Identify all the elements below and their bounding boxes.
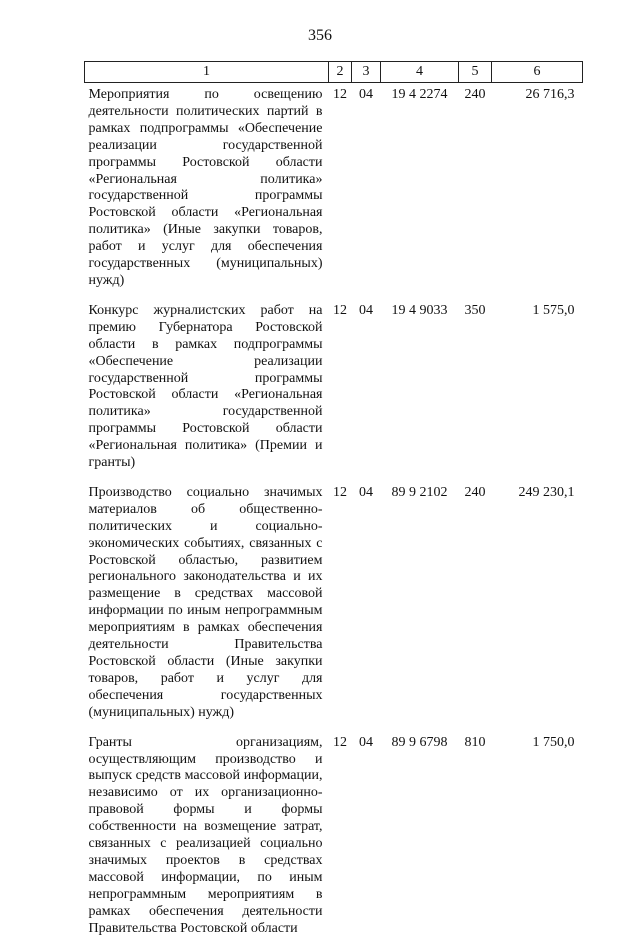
budget-table — [84, 61, 583, 947]
row-col2: 12 — [333, 734, 347, 750]
table-row — [85, 83, 583, 299]
row-col4: 89 9 6798 — [391, 734, 448, 750]
row-col3: 04 — [359, 87, 373, 102]
row-col4: 89 9 2102 — [391, 484, 448, 500]
row-col4: 19 4 2274 — [391, 87, 448, 102]
header-cell-2: 2 — [329, 62, 352, 83]
row-col2: 12 — [333, 87, 347, 102]
row-col5: 240 — [464, 87, 486, 102]
header-cell-3: 3 — [352, 62, 381, 83]
table-header — [85, 62, 583, 83]
row-amount: 249 230,1 — [518, 484, 575, 500]
row-amount: 1 750,0 — [532, 734, 575, 750]
row-col2: 12 — [333, 484, 347, 500]
row-col3: 04 — [359, 484, 373, 500]
row-amount: 26 716,3 — [525, 87, 575, 102]
header-cell-1: 1 — [85, 62, 329, 83]
row-amount: 1 575,0 — [532, 302, 575, 318]
header-row — [85, 62, 583, 83]
row-col5: 810 — [464, 734, 486, 750]
page-number: 356 — [308, 27, 332, 44]
row-col2: 12 — [333, 302, 347, 318]
table-row — [85, 299, 583, 481]
row-description: Гранты организациям, осуществляющим производство и выпуск средств массовой информации, независимо от их организационно-правовой формы и формы собственности на возмещение затрат, связанных с реализацией социально значимых проектов в средствах массовой информации, по иным непрограммным мероприятиям в рамках обеспечения деятельности Правительства Ростовской области — [88, 734, 323, 936]
row-col4: 19 4 9033 — [391, 302, 448, 318]
table-body — [85, 83, 583, 947]
header-cell-5: 5 — [459, 62, 492, 83]
row-description: Конкурс журналистских работ на премию Губернатора Ростовской области в рамках подпрограммы «Обеспечение реализации государственной программы Ростовской области «Региональная политика» государственной программы Ростовской области «Региональная политика» (Премии и гранты) — [88, 302, 323, 471]
row-col5: 350 — [464, 302, 486, 318]
table-row — [85, 731, 583, 947]
row-description: Мероприятия по освещению деятельности политических партий в рамках подпрограммы «Обеспечение реализации государственной программы Ростовской области «Региональная политика» государственной программы Ростовской области «Региональная политика» (Иные закупки товаров, работ и услуг для обеспечения государственных (муниципальных) нужд) — [88, 87, 323, 288]
row-description: Производство социально значимых материалов об общественно-политических и социально-экономических событиях, связанных с Ростовской областью, развитием регионального законодательства и их размещение в средствах массовой информации по иным непрограммным мероприятиям в рамках обеспечения деятельности Правительства Ростовской области (Иные закупки товаров, работ и услуг для обеспечения государственных (муниципальных) нужд) — [88, 484, 323, 720]
row-col3: 04 — [359, 302, 373, 318]
header-cell-4: 4 — [381, 62, 459, 83]
row-col5: 240 — [464, 484, 486, 500]
row-col3: 04 — [359, 734, 373, 750]
table-row — [85, 481, 583, 731]
header-cell-6: 6 — [492, 62, 583, 83]
